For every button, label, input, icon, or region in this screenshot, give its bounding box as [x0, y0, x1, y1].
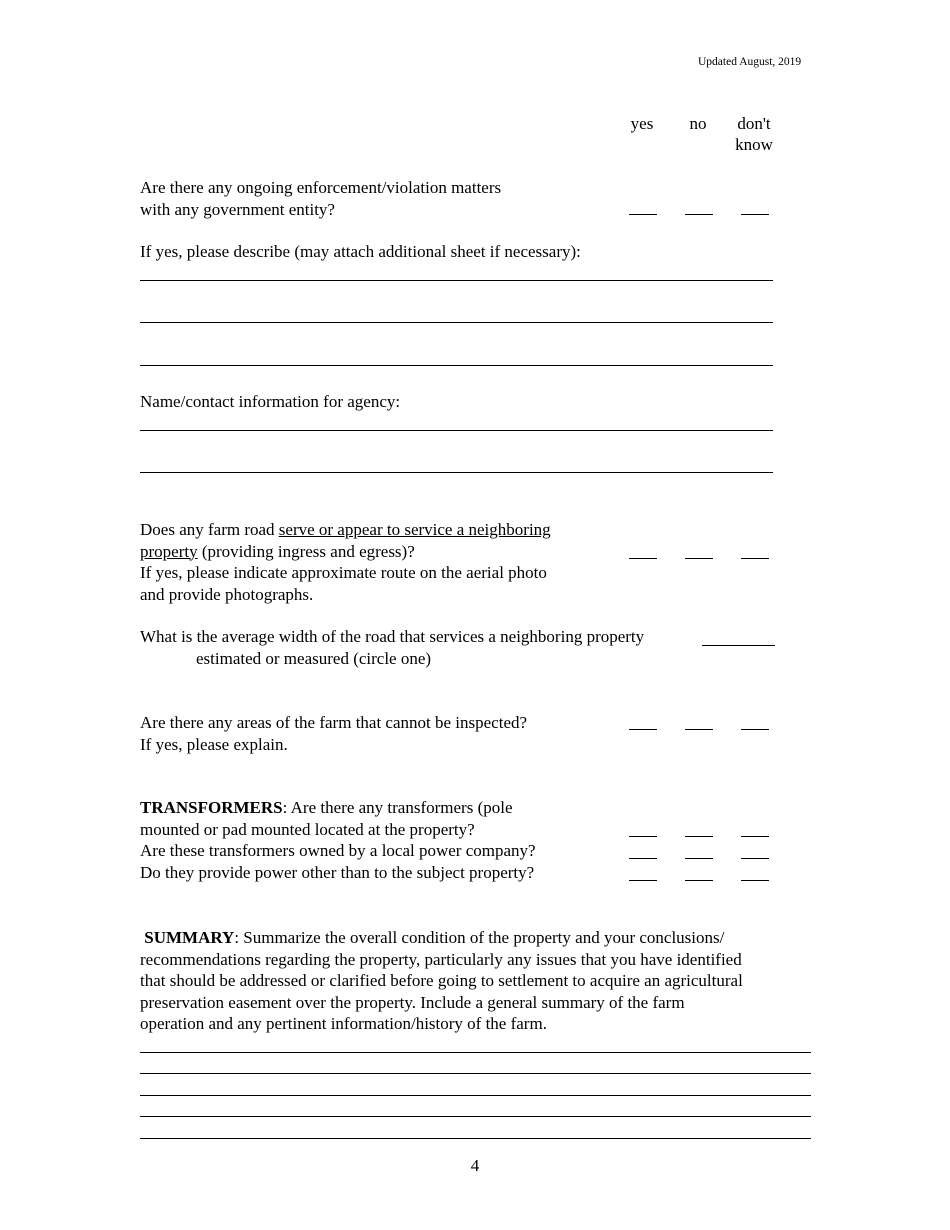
- summary-line-5[interactable]: [140, 1138, 811, 1139]
- farm-road-underlined-2: property: [140, 541, 198, 561]
- question-enforcement: [140, 177, 501, 220]
- enforcement-no-blank[interactable]: [685, 214, 713, 215]
- describe-line-1[interactable]: [140, 280, 773, 281]
- not-inspected-line1: Are there any areas of the farm that cannot be inspected?: [140, 713, 528, 732]
- agency-line-1[interactable]: [140, 430, 773, 431]
- summary-line-4[interactable]: [140, 1116, 811, 1117]
- farm-road-post: (providing ingress and egress)?: [197, 541, 415, 561]
- agency-prompt: Name/contact information for agency:: [140, 392, 401, 411]
- transformers-power-no-blank[interactable]: [685, 880, 713, 881]
- transformers-power-dont-know-blank[interactable]: [741, 880, 769, 881]
- describe-line-2[interactable]: [140, 322, 773, 323]
- summary-line2: recommendations regarding the property, particularly any issues that you have identified: [140, 949, 742, 969]
- page-number: 4: [470, 1156, 480, 1175]
- transformers-line3: Are these transformers owned by a local power company?: [140, 841, 536, 860]
- transformers-present-no-blank[interactable]: [685, 836, 713, 837]
- farm-road-no-blank[interactable]: [685, 558, 713, 559]
- farm-road-yes-blank[interactable]: [629, 558, 657, 559]
- describe-prompt: If yes, please describe (may attach additional sheet if necessary):: [140, 242, 581, 261]
- enforcement-dont-know-blank[interactable]: [741, 214, 769, 215]
- transformers-line1: : Are there any transformers (pole: [282, 798, 513, 817]
- summary-line4: preservation easement over the property. Include a general summary of the farm: [140, 992, 685, 1012]
- transformers-heading: TRANSFORMERS: [140, 798, 283, 817]
- not-inspected-no-blank[interactable]: [685, 729, 713, 730]
- farm-road-line3: If yes, please indicate approximate route on the aerial photo: [140, 563, 547, 582]
- transformers-line4: Do they provide power other than to the subject property?: [140, 862, 535, 882]
- summary-line3: that should be addressed or clarified before going to settlement to acquire an agricultural: [140, 971, 743, 990]
- enforcement-yes-blank[interactable]: [629, 214, 657, 215]
- transformers-line2: mounted or pad mounted located at the property?: [140, 819, 475, 839]
- transformers-owned-no-blank[interactable]: [685, 858, 713, 859]
- column-no: no: [689, 114, 707, 133]
- not-inspected-yes-blank[interactable]: [629, 729, 657, 730]
- transformers-power-yes-blank[interactable]: [629, 880, 657, 881]
- road-width-question: What is the average width of the road that services a neighboring property: [140, 627, 645, 646]
- summary-line1: : Summarize the overall condition of the property and your conclusions/: [234, 928, 725, 947]
- road-width-blank[interactable]: [702, 645, 775, 646]
- question-not-inspected: [140, 712, 527, 755]
- column-yes: yes: [630, 114, 654, 133]
- summary-line-1[interactable]: [140, 1052, 811, 1053]
- question-enforcement-line1: Are there any ongoing enforcement/violation matters: [140, 178, 502, 197]
- farm-road-line4: and provide photographs.: [140, 584, 314, 604]
- not-inspected-line2: If yes, please explain.: [140, 734, 288, 754]
- agency-line-2[interactable]: [140, 472, 773, 473]
- transformers-present-yes-blank[interactable]: [629, 836, 657, 837]
- farm-road-dont-know-blank[interactable]: [741, 558, 769, 559]
- farm-road-underlined-1: serve or appear to service a neighboring: [278, 520, 551, 539]
- summary-line-2[interactable]: [140, 1073, 811, 1074]
- transformers-owned-yes-blank[interactable]: [629, 858, 657, 859]
- updated-date: Updated August, 2019: [698, 56, 802, 68]
- summary-line5: operation and any pertinent information/history of the farm.: [140, 1014, 547, 1033]
- column-dont-know-line2: know: [735, 135, 773, 154]
- transformers-owned-dont-know-blank[interactable]: [741, 858, 769, 859]
- farm-road-pre: Does any farm road: [140, 520, 279, 539]
- column-dont-know-line1: don't: [737, 114, 771, 133]
- question-farm-road: [140, 519, 551, 605]
- column-dont-know: [724, 113, 784, 155]
- summary-line-3[interactable]: [140, 1095, 811, 1096]
- transformers-section: [140, 797, 536, 883]
- question-enforcement-line2: with any government entity?: [140, 199, 335, 219]
- road-width-estimated-measured: estimated or measured (circle one): [196, 649, 432, 668]
- summary-section: [140, 927, 743, 1035]
- describe-line-3[interactable]: [140, 365, 773, 366]
- not-inspected-dont-know-blank[interactable]: [741, 729, 769, 730]
- summary-heading: SUMMARY: [144, 928, 235, 947]
- transformers-present-dont-know-blank[interactable]: [741, 836, 769, 837]
